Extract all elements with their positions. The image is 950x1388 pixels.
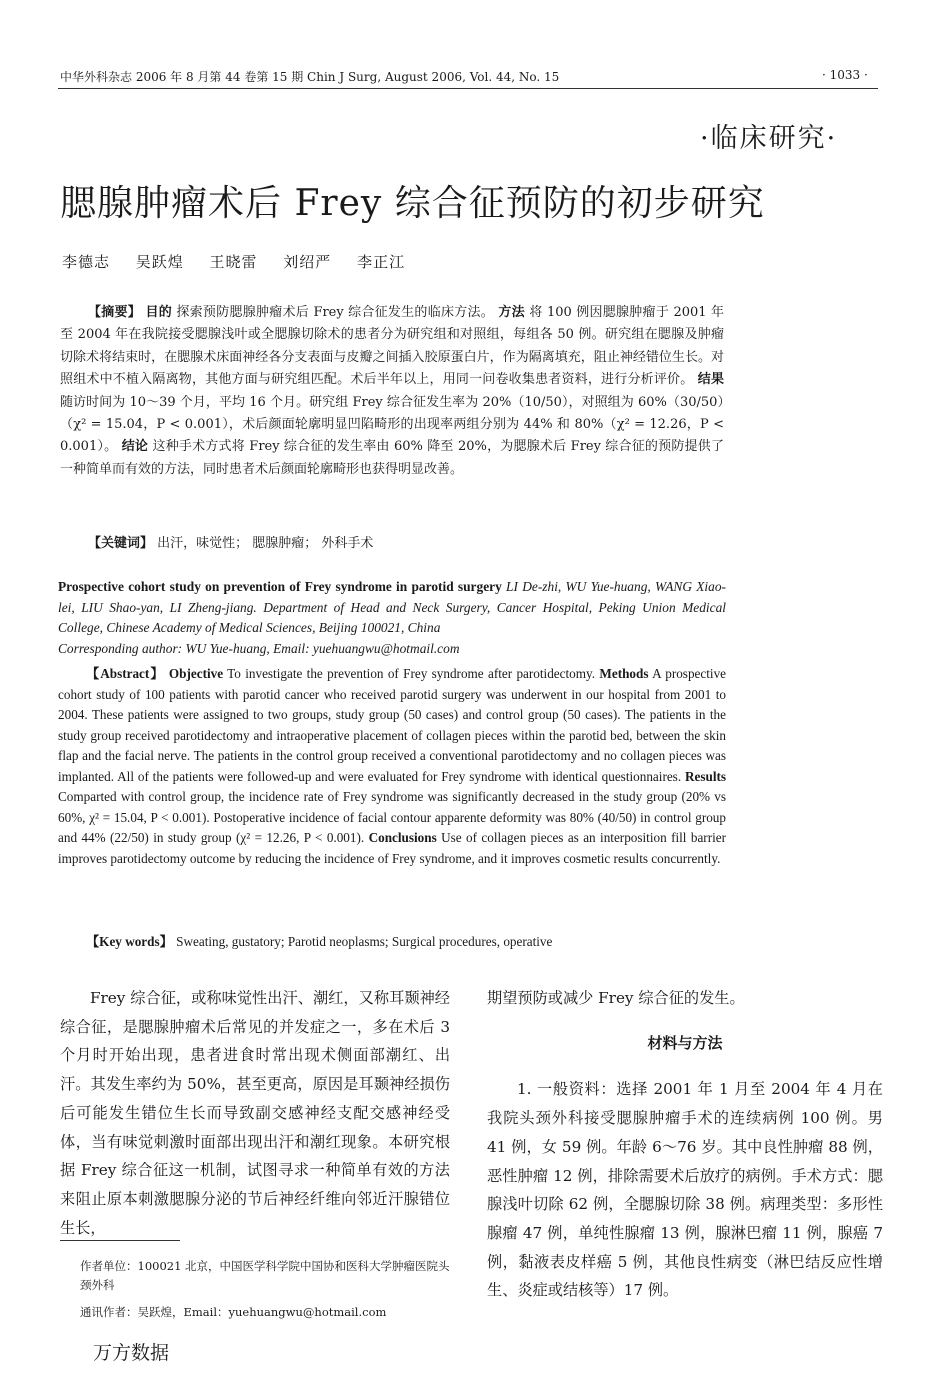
conclusions-text-en: Use of collagen pieces as an interposition fill barrier improves parotidectomy outcome by reducing the incidence of Frey syndrome, and it improves cosmetic results concurrently. [58,830,726,866]
intro-continuation: 期望预防或减少 Frey 综合征的发生。 [487,989,745,1007]
english-affiliation: LI De-zhi, WU Yue-huang, WANG Xiao-lei, LIU Shao-yan, LI Zheng-jiang. Department of Head and Neck Surgery, Cancer Hospital, Peking Union Medical College, Chinese Academy of Medical Sciences, Beijing 100021, China [58,579,726,636]
intro-paragraph: Frey 综合征，或称味觉性出汗、潮红，又称耳颞神经综合征，是腮腺肿瘤术后常见的并发症之一，多在术后 3 个月时开始出现，患者进食时常出现术侧面部潮红、出汗。其发生率约为 50%，甚至更高，原因是耳颞神经损伤后可能发生错位生长而导致副交感神经支配交感神经受体，当有味觉刺激时面部出现出汗和潮红现象。本研究根据 Frey 综合征这一机制，试图寻求一种简单有效的方法来阻止原本刺激腮腺分泌的节后神经纤维向邻近汗腺错位生长， [60,989,450,1237]
article-title: 腮腺肿瘤术后 Frey 综合征预防的初步研究 [60,183,765,224]
methods-label: 方法 [498,305,525,320]
header-rule [58,88,878,89]
corresponding-author: Corresponding author: WU Yue-huang, Email: yuehuangwu@hotmail.com [58,641,460,657]
footnote-affiliation: 作者单位：100021 北京，中国医学科学院中国协和医科大学肿瘤医院头颈外科 [80,1259,450,1292]
methods-label-en: Methods [599,666,649,681]
abstract-tag-en: 【Abstract】 [86,666,165,681]
keywords-text-en: Sweating, gustatory; Parotid neoplasms; Surgical procedures, operative [176,934,553,949]
english-keywords [86,931,726,950]
objective-text: 探索预防腮腺肿瘤术后 Frey 综合征发生的临床方法。 [176,305,495,320]
objective-label-en: Objective [168,666,224,681]
keywords-tag: 【关键词】 [88,536,154,551]
journal-citation: 中华外科杂志 2006 年 8 月第 44 卷第 15 期 Chin J Surg, August 2006, Vol. 44, No. 15 [60,70,560,84]
results-text-en: Comparted with control group, the incidence rate of Frey syndrome was significantly decreased in the study group (20% vs 60%, χ² = 15.04, P < 0.001). Postoperative incidence of facial contour apparente deformity was 80% (40/50) in control group and 44% (22/50) in study group (χ² = 12.26, P < 0.001). [58,789,726,845]
section-label: ·临床研究· [700,123,838,154]
footnote-rule [60,1240,180,1241]
author-list: 李德志 吴跃煌 王晓雷 刘绍严 李正江 [62,253,406,271]
objective-text-en: To investigate the prevention of Frey syndrome after parotidectomy. [227,666,596,681]
keywords-text: 出汗，味觉性； 腮腺肿瘤； 外科手术 [157,536,374,551]
english-title: Prospective cohort study on prevention of Frey syndrome in parotid surgery [58,579,502,594]
footnote-corresponding: 通讯作者：吴跃煌，Email：yuehuangwu@hotmail.com [80,1305,387,1319]
chinese-keywords [88,532,728,551]
body-column-right [487,984,883,1305]
objective-label: 目的 [145,305,172,320]
general-data-paragraph: 1. 一般资料：选择 2001 年 1 月至 2004 年 4 月在我院头颈外科接受腮腺肿瘤手术的连续病例 100 例。男 41 例，女 59 例。年龄 6～76 岁。其中良性肿瘤 88 例，恶性肿瘤 12 例，排除需要术后放疗的病例。手术方式：腮腺浅叶切除 62 例，全腮腺切除 38 例。病理类型：多形性腺瘤 47 例，单纯性腺瘤 13 例，腺淋巴瘤 11 例，腺癌 7 例，黏液表皮样癌 5 例，其他良性病变（淋巴结反应性增生、炎症或结核等）17 例。 [487,1080,883,1300]
methods-text-en: A prospective cohort study of 100 patients with parotid cancer who received parotid surgery was underwent in our hospital from 2001 to 2004. These patients were assigned to two groups, study group (50 cases) and control group (50 cases). The patients in the study group received parotidectomy and intraoperative placement of collagen pieces within the parotid bed, between the skin flap and the facial nerve. The patients in the control group received a conventional parotidectomy and no collagen pieces was implanted. All of the patients were followed-up and were evaluated for Frey syndrome with identical questionnaires. [58,666,727,784]
conclusion-text: 这种手术方式将 Frey 综合征的发生率由 60% 降至 20%，为腮腺术后 Frey 综合征的预防提供了一种简单而有效的方法，同时患者术后颜面轮廓畸形也获得明显改善。 [60,439,724,477]
chinese-abstract [60,302,724,481]
results-label-en: Results [684,768,727,784]
english-abstract [58,664,726,869]
english-header [58,577,726,660]
results-label: 结果 [697,372,724,388]
methods-text: 将 100 例因腮腺肿瘤于 2001 年至 2004 年在我院接受腮腺浅叶或全腮腺切除术的患者分为研究组和对照组，每组各 50 例。研究组在腮腺及肿瘤切除术将结束时，在腮腺术床面神经各分支表面与皮瓣之间插入胶原蛋白片，作为隔离填充，阻止神经错位生长。对照组术中不植入隔离物，其他方面与研究组匹配。术后半年以上，用同一问卷收集患者资料，进行分析评价。 [60,305,724,388]
results-text: 随访时间为 10～39 个月，平均 16 个月。研究组 Frey 综合征发生率为 20%（10/50），对照组为 60%（30/50）（χ² = 15.04，P < 0.001），术后颜面轮廓明显凹陷畸形的出现率两组分别为 44% 和 80%（χ² = 12.26，P < 0.001）。 [60,394,724,455]
running-head [60,68,868,85]
methods-heading: 材料与方法 [647,1033,723,1052]
abstract-tag: 【摘要】 [88,305,142,320]
watermark: 万方数据 [93,1342,170,1364]
body-column-left [60,984,450,1242]
footnote [60,1257,460,1330]
conclusions-label-en: Conclusions [368,830,437,845]
page-number: · 1033 · [822,68,868,82]
keywords-tag-en: 【Key words】 [86,934,173,949]
conclusion-label: 结论 [121,439,149,455]
